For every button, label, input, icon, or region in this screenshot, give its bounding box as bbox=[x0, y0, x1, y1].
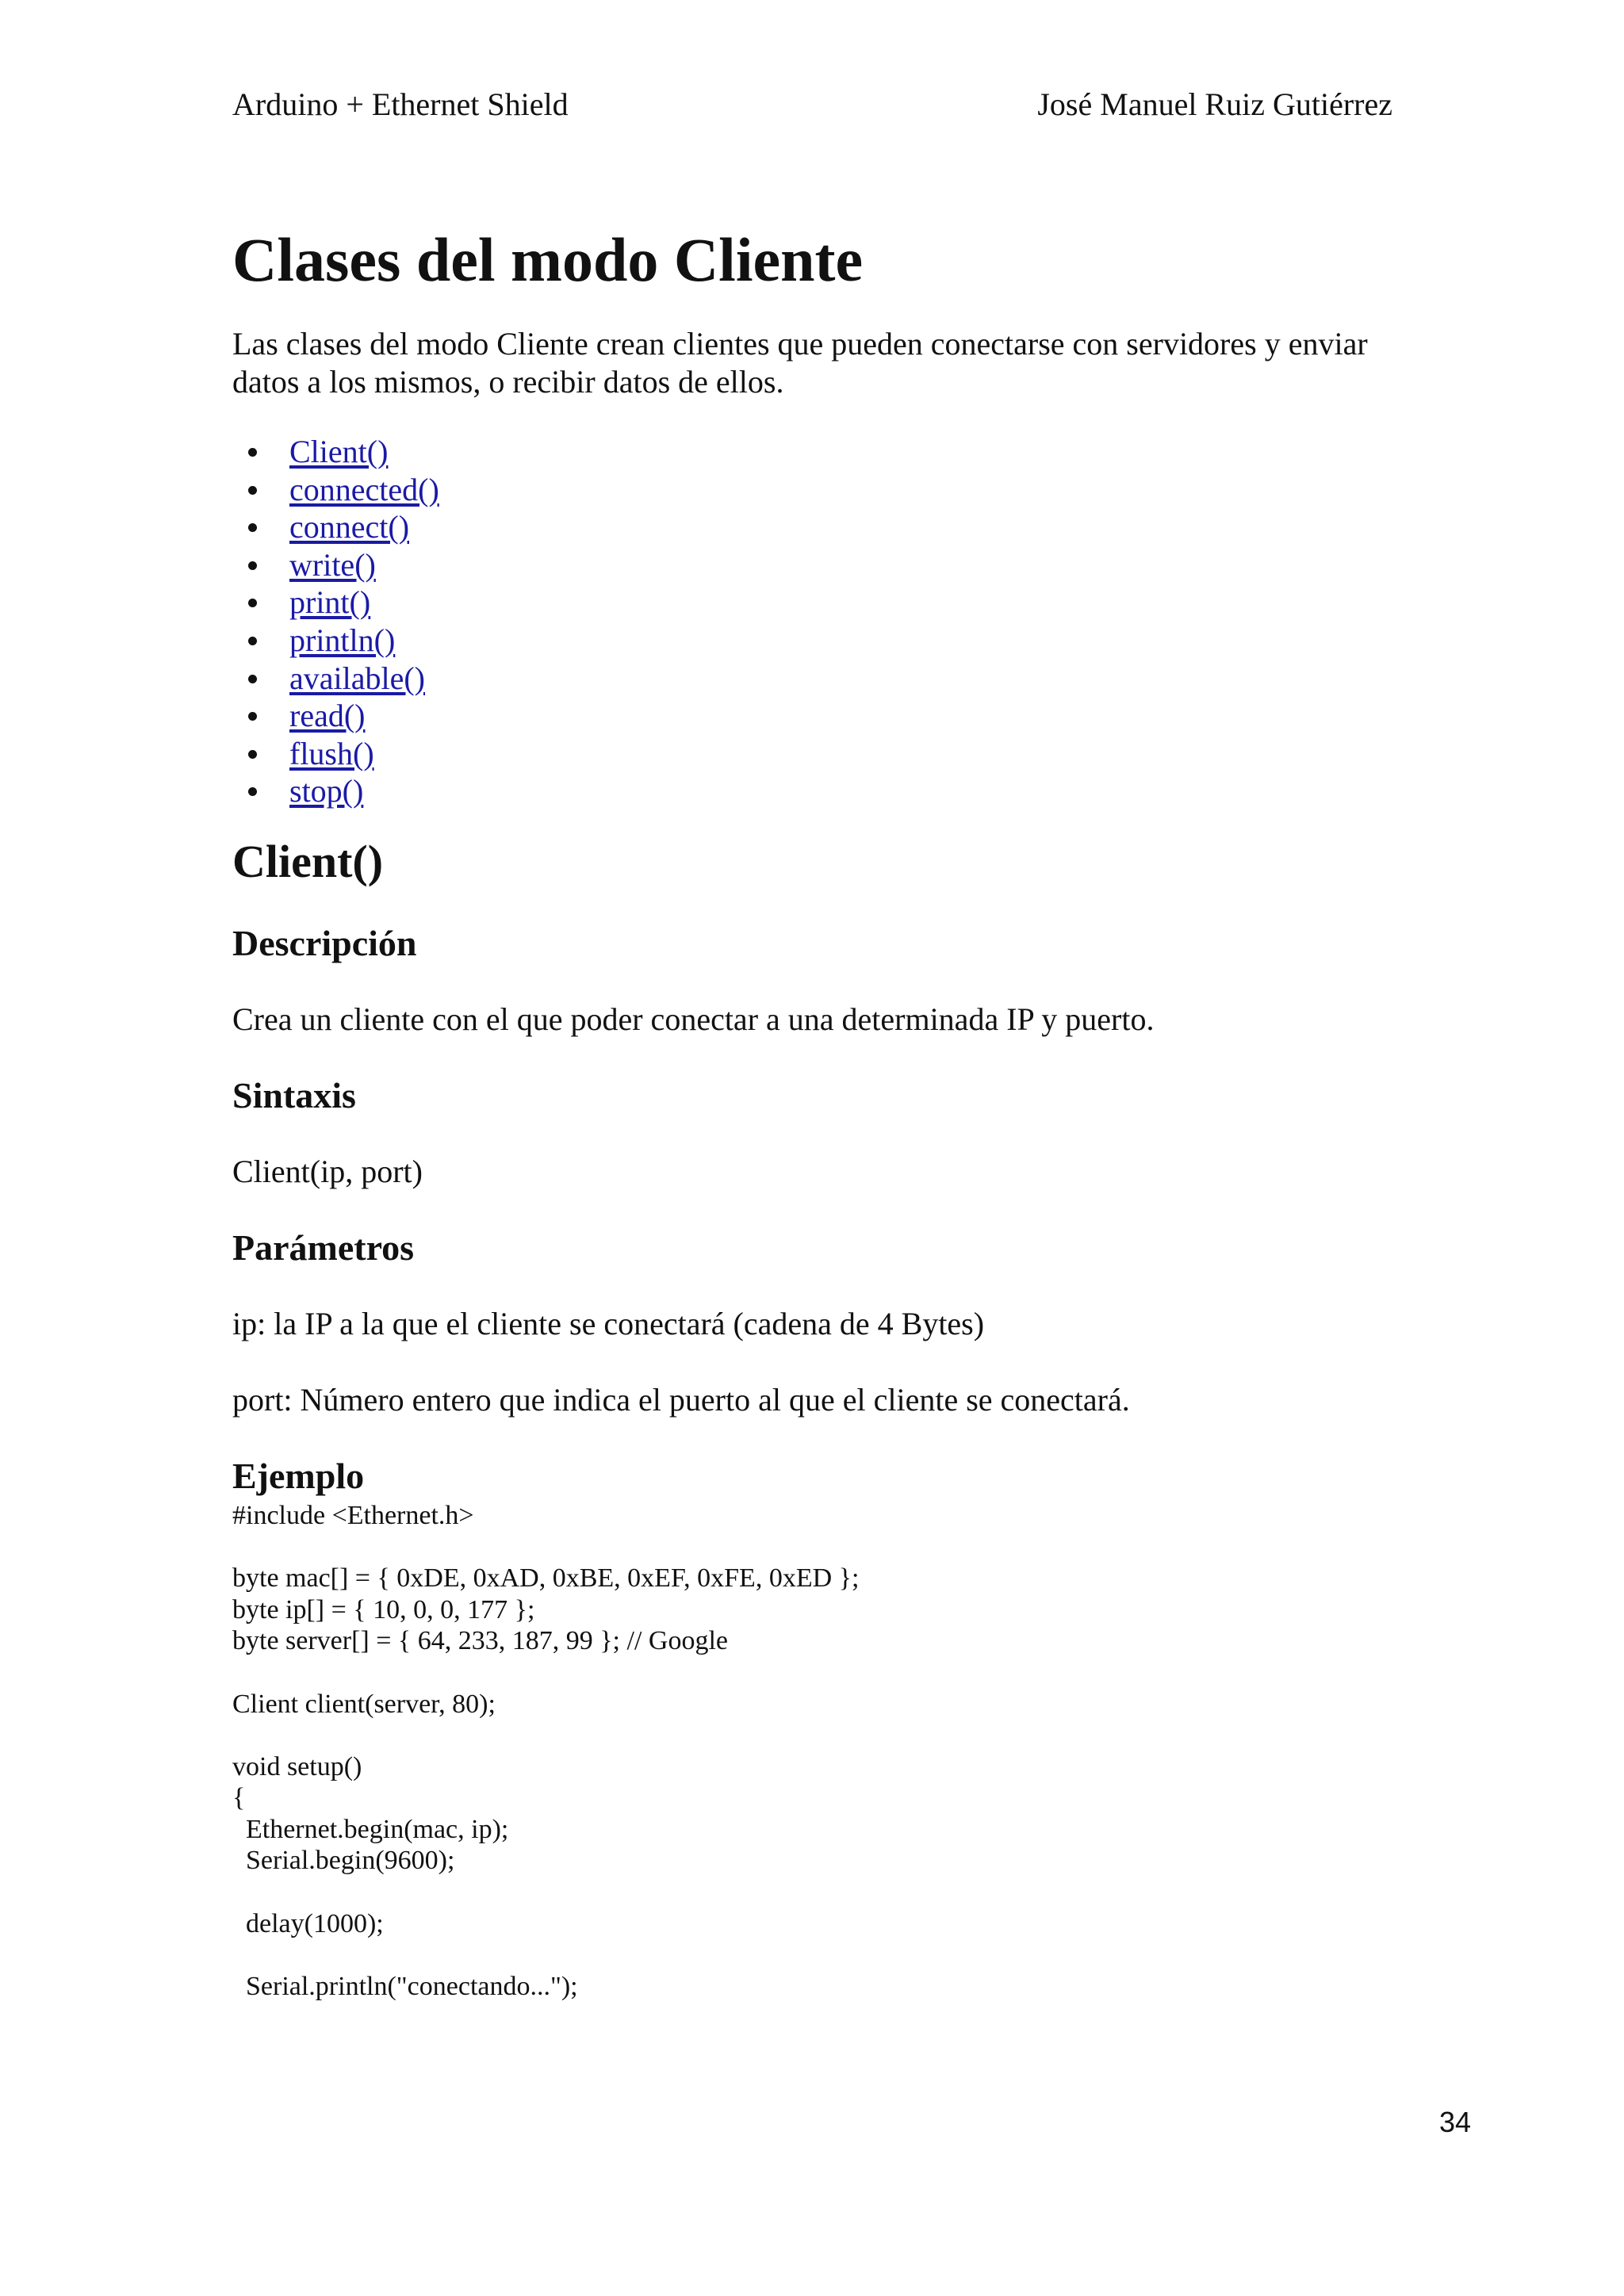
list-item bbox=[289, 660, 1422, 698]
header-document-title: Arduino + Ethernet Shield bbox=[232, 86, 569, 122]
method-link-flush[interactable]: flush() bbox=[289, 735, 374, 771]
description-text: Crea un cliente con el que poder conectar a una determinada IP y puerto. bbox=[232, 1001, 1155, 1037]
parameters-heading: Parámetros bbox=[232, 1226, 415, 1268]
example-heading: Ejemplo bbox=[232, 1455, 365, 1496]
example-code: #include <Ethernet.h> byte mac[] = { 0xDE, 0xAD, 0xBE, 0xEF, 0xFE, 0xED }; byte ip[] = { 10, 0, 0, 177 }; byte server[] = { 64, 233, 187, 99 }; // Google Client client(server, 80); void setup() { Ethernet.begin(mac, ip); Serial.begin(9600); delay(1000); Serial.println("conectando..."); bbox=[232, 1500, 860, 2001]
section-title: Client() bbox=[232, 835, 384, 887]
description-heading: Descripción bbox=[232, 922, 417, 963]
method-link-available[interactable]: available() bbox=[289, 660, 425, 696]
method-link-connected[interactable]: connected() bbox=[289, 471, 439, 507]
method-link-write[interactable]: write() bbox=[289, 546, 376, 583]
list-item bbox=[289, 546, 1422, 584]
header-author: José Manuel Ruiz Gutiérrez bbox=[1037, 86, 1392, 122]
list-item bbox=[289, 584, 1422, 622]
syntax-heading: Sintaxis bbox=[232, 1074, 356, 1115]
page-content bbox=[232, 222, 1422, 2002]
method-link-connect[interactable]: connect() bbox=[289, 509, 410, 545]
parameter-port: port: Número entero que indica el puerto al que el cliente se conectará. bbox=[232, 1381, 1130, 1418]
list-item bbox=[289, 697, 1422, 735]
parameter-ip: ip: la IP a la que el cliente se conectará (cadena de 4 Bytes) bbox=[232, 1305, 985, 1341]
page-title: Clases del modo Cliente bbox=[232, 225, 864, 294]
list-item bbox=[289, 471, 1422, 509]
method-link-read[interactable]: read() bbox=[289, 698, 366, 734]
syntax-text: Client(ip, port) bbox=[232, 1153, 423, 1189]
method-link-print[interactable]: print() bbox=[289, 584, 371, 621]
method-link-stop[interactable]: stop() bbox=[289, 773, 364, 809]
method-link-client[interactable]: Client() bbox=[289, 434, 389, 469]
methods-list bbox=[232, 433, 1422, 810]
list-item bbox=[289, 735, 1422, 773]
list-item bbox=[289, 622, 1422, 660]
intro-paragraph: Las clases del modo Cliente crean clientes que pueden conectarse con servidores y enviar datos a los mismos, o recibir datos de ellos. bbox=[232, 326, 1368, 400]
list-item bbox=[289, 772, 1422, 810]
list-item bbox=[289, 433, 1422, 471]
list-item bbox=[289, 508, 1422, 546]
method-link-println[interactable]: println() bbox=[289, 622, 396, 658]
page-number: 34 bbox=[1438, 2106, 1471, 2138]
